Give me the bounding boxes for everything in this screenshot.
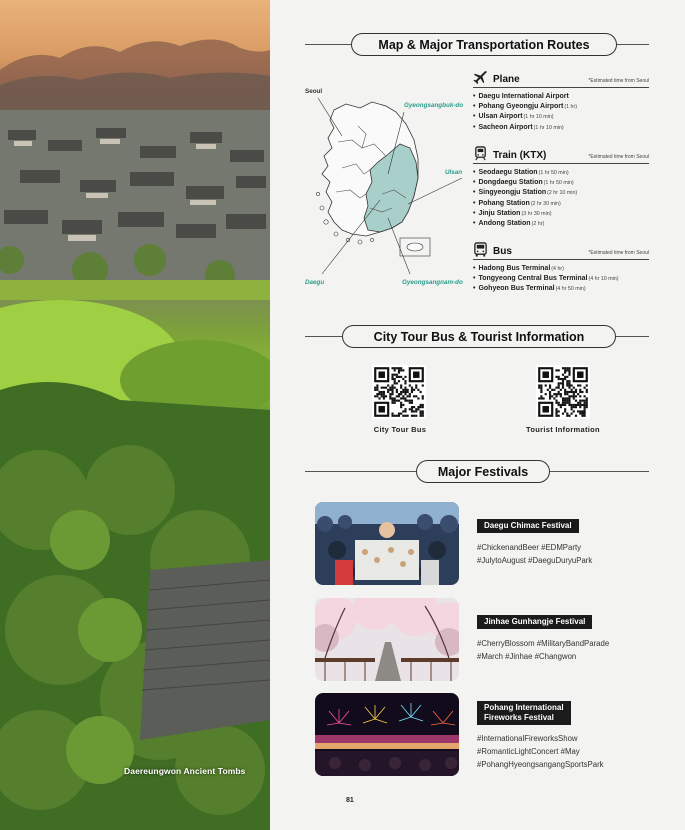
bus-item-time: (4 hr) bbox=[551, 266, 564, 272]
plane-item-name: Sacheon Airport bbox=[478, 123, 533, 131]
train-item bbox=[473, 188, 649, 198]
train-item-name: Andong Station bbox=[478, 220, 531, 228]
village-rooftops bbox=[0, 110, 270, 300]
bus-item-name: Tongyeong Central Bus Terminal bbox=[478, 275, 588, 283]
pohang-fireworks-photo bbox=[315, 693, 459, 776]
bus-title: Bus bbox=[493, 246, 512, 257]
train-item bbox=[473, 199, 649, 209]
map-section-heading bbox=[305, 33, 649, 57]
train-item-name: Seodaegu Station bbox=[478, 169, 538, 176]
korea-map bbox=[302, 82, 472, 292]
train-item-name: Singyeongju Station bbox=[478, 189, 547, 197]
tourist-information-label: Tourist Information bbox=[526, 425, 600, 434]
tour-section-title: City Tour Bus & Tourist Information bbox=[342, 325, 616, 348]
plane-list bbox=[473, 92, 649, 133]
train-note: *Estimated time from Seoul bbox=[588, 154, 649, 160]
bus-item-name: Hadong Bus Terminal bbox=[478, 265, 551, 272]
map-label-ulsan: Ulsan bbox=[445, 169, 463, 176]
bus-icon bbox=[473, 242, 488, 257]
city-tour-bus-qr[interactable] bbox=[372, 365, 426, 419]
bus-item bbox=[473, 284, 649, 294]
chimac-festival-photo bbox=[315, 502, 459, 585]
tourist-information-qr[interactable] bbox=[536, 365, 590, 419]
map-label-daegu: Daegu bbox=[305, 279, 325, 286]
train-item-time: (2 hr) bbox=[531, 221, 545, 228]
map-label-seoul: Seoul bbox=[305, 88, 323, 95]
tomb-mounds-and-trees bbox=[0, 300, 270, 830]
train-item-time: (3 hr 30 min) bbox=[521, 210, 552, 217]
plane-title: Plane bbox=[493, 74, 520, 85]
bus-item-name: Gohyeon Bus Terminal bbox=[478, 285, 555, 293]
page-number: 81 bbox=[346, 797, 354, 804]
plane-item-time: (1 hr 10 min) bbox=[533, 124, 564, 131]
plane-item bbox=[473, 123, 649, 133]
plane-item-name: Daegu International Airport bbox=[478, 93, 569, 100]
festivals-section-heading bbox=[305, 460, 649, 484]
pohang-festival-tags: #InternationalFireworksShow #RomanticLightConcert #May #PohangHyeongsangangSportsPark bbox=[477, 734, 604, 769]
korea-outline bbox=[302, 82, 472, 292]
plane-item-time: (1 hr) bbox=[564, 104, 578, 111]
tour-section-heading bbox=[305, 325, 649, 349]
plane-item-time: (1 hr 10 min) bbox=[523, 114, 554, 121]
chimac-festival-tags: #ChickenandBeer #EDMParty #JulytoAugust #DaeguDuryuPark bbox=[477, 543, 593, 565]
train-block bbox=[473, 146, 649, 229]
map-label-gyeongbuk: Gyeongsangbuk-do bbox=[404, 102, 464, 109]
bus-note: *Estimated time from Seoul bbox=[588, 250, 649, 256]
plane-item bbox=[473, 112, 649, 122]
plane-item bbox=[473, 92, 649, 102]
city-tour-bus-label: City Tour Bus bbox=[373, 425, 427, 434]
bus-item-time: (4 hr 10 min) bbox=[588, 276, 619, 283]
jinhae-festival-tags: #CherryBlossom #MilitaryBandParade #March #Jinhae #Changwon bbox=[477, 639, 610, 661]
chimac-festival-name: Daegu Chimac Festival bbox=[477, 519, 579, 533]
pohang-festival-name: Pohang International Fireworks Festival bbox=[477, 701, 571, 725]
plane-block bbox=[473, 70, 649, 133]
jinhae-festival-photo bbox=[315, 598, 459, 681]
qr-code-icon bbox=[372, 365, 426, 419]
train-item-name: Pohang Station bbox=[478, 199, 530, 207]
train-list bbox=[473, 168, 649, 229]
photo-caption: Daereungwon Ancient Tombs bbox=[124, 766, 246, 776]
train-item-name: Dongdaegu Station bbox=[478, 179, 543, 187]
train-icon bbox=[473, 146, 488, 161]
jinhae-festival-name: Jinhae Gunhangje Festival bbox=[477, 615, 592, 629]
map-label-gyeongnam: Gyeongsangnam-do bbox=[402, 279, 463, 286]
plane-item bbox=[473, 102, 649, 112]
train-title: Train (KTX) bbox=[493, 150, 547, 161]
plane-item-name: Ulsan Airport bbox=[478, 113, 523, 121]
plane-item-name: Pohang Gyeongju Airport bbox=[478, 103, 564, 111]
train-item-time: (1 hr 50 min) bbox=[543, 180, 574, 187]
bus-list bbox=[473, 264, 649, 295]
map-section-title: Map & Major Transportation Routes bbox=[351, 33, 617, 56]
train-item bbox=[473, 168, 649, 178]
bus-item-time: (4 hr 50 min) bbox=[555, 286, 586, 293]
bus-block bbox=[473, 242, 649, 295]
train-item bbox=[473, 209, 649, 219]
train-item bbox=[473, 219, 649, 229]
bus-item bbox=[473, 274, 649, 284]
train-item-name: Jinju Station bbox=[478, 209, 521, 217]
train-item-time: (2 hr 10 min) bbox=[547, 190, 578, 197]
mountain-silhouette bbox=[0, 30, 270, 110]
qr-code-icon bbox=[536, 365, 590, 419]
train-item bbox=[473, 178, 649, 188]
train-item-time: (2 hr 30 min) bbox=[530, 200, 561, 207]
airplane-icon bbox=[473, 70, 488, 85]
train-item-time: (1 hr 50 min) bbox=[538, 170, 569, 176]
bus-item bbox=[473, 264, 649, 274]
plane-note: *Estimated time from Seoul bbox=[588, 78, 649, 84]
festivals-section-title: Major Festivals bbox=[416, 460, 550, 483]
daereungwon-photo bbox=[0, 0, 270, 830]
